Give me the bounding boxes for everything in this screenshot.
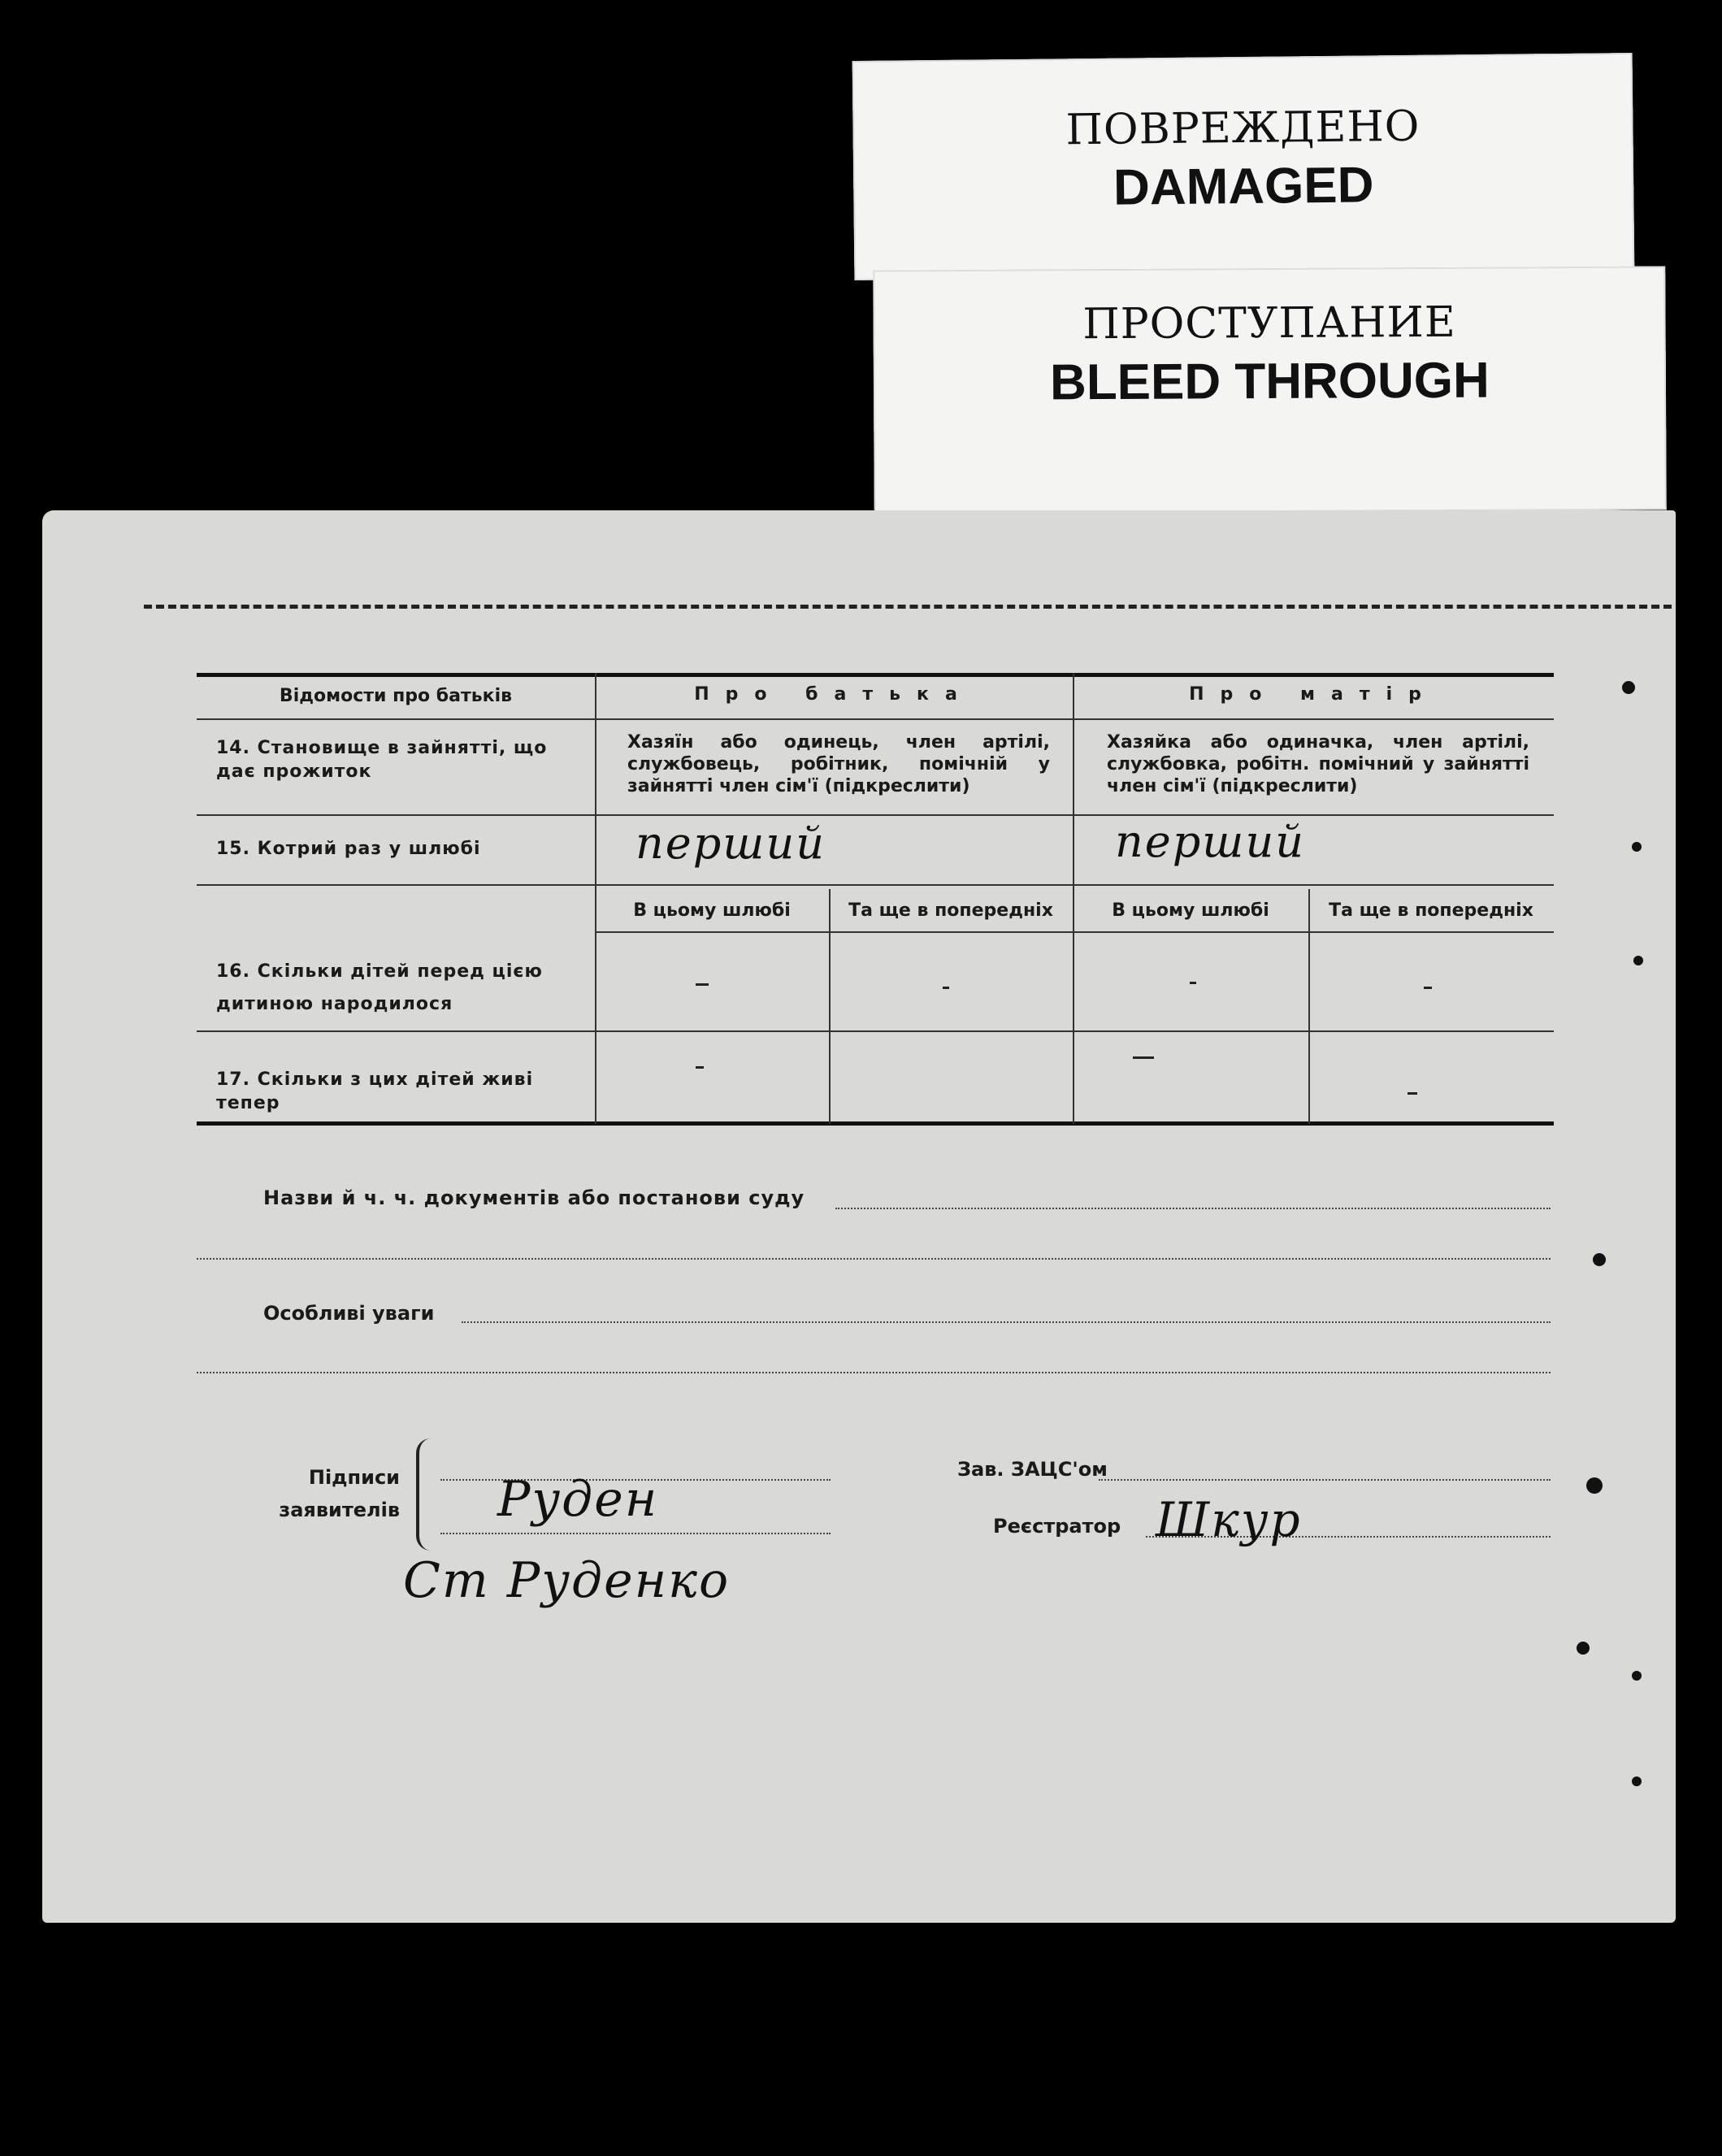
subheader-mother-prev: Та ще в попередніх	[1329, 900, 1533, 921]
bleed-en-text: BLEED THROUGH	[1049, 352, 1490, 411]
row15-father-value: перший	[635, 818, 826, 869]
damaged-sticker	[852, 53, 1635, 280]
document-sheet	[42, 510, 1676, 1923]
damage-hole	[1577, 1642, 1590, 1655]
row15-label: 15. Котрий раз у шлюбі	[216, 839, 481, 859]
row14-label: 14. Становище в зайнятті, що дає прожиток	[216, 738, 548, 782]
col-divider-4	[1308, 889, 1310, 1124]
damage-hole	[1632, 842, 1642, 852]
row16-label: 16. Скільки дітей перед цією дитиною народилося	[216, 961, 543, 1014]
row16-dash-1	[696, 983, 709, 986]
table-bottom-rule	[197, 1121, 1554, 1126]
damage-hole	[1593, 1253, 1606, 1266]
subheader-father-prev: Та ще в попередніх	[848, 900, 1053, 921]
table-top-rule	[197, 673, 1554, 677]
applicant-signature-1: Руден	[497, 1471, 659, 1528]
notes-line-1	[462, 1321, 1551, 1323]
documents-label: Назви й ч. ч. документів або постанови суду	[263, 1186, 805, 1209]
head-label: Зав. ЗАЦС'ом	[957, 1458, 1108, 1481]
row-line-15	[197, 884, 1554, 886]
registrar-signature: Шкур	[1156, 1492, 1302, 1547]
bleed-through-sticker	[873, 266, 1667, 514]
applicants-brace	[416, 1438, 439, 1551]
damage-hole	[1632, 1671, 1642, 1681]
row17-dash-3	[1408, 1092, 1417, 1095]
row-line-14	[197, 814, 1554, 816]
documents-line-1	[835, 1208, 1551, 1209]
damage-hole	[1622, 681, 1635, 694]
notes-label: Особливі уваги	[263, 1302, 435, 1325]
registrar-label: Реєстратор	[993, 1515, 1121, 1538]
col-divider-3	[829, 889, 831, 1124]
applicant-line-2	[440, 1533, 831, 1534]
row-line-16	[197, 1030, 1554, 1032]
notes-line-2	[197, 1372, 1551, 1373]
damage-hole	[1586, 1477, 1603, 1494]
perforation-line	[144, 605, 1672, 609]
damaged-en-text: DAMAGED	[1113, 157, 1374, 216]
head-line	[1099, 1479, 1551, 1481]
damage-hole	[1633, 956, 1643, 965]
subheader-father-this: В цьому шлюбі	[633, 900, 791, 921]
applicants-label-1: Підписи	[308, 1466, 400, 1489]
row16-dash-2	[943, 987, 949, 989]
row17-dash-2	[1133, 1056, 1154, 1059]
header-father: Про батька	[694, 684, 974, 705]
damaged-ru-text: ПОВРЕЖДЕНО	[1065, 102, 1421, 155]
row17-dash-1	[696, 1066, 704, 1069]
row14-mother-options: Хазяйка або одиначка, член артілі, службовка, робітн. помічний у зайнятті член сім'ї (підкреслити)	[1107, 732, 1529, 796]
header-parents: Відомости про батьків	[279, 686, 513, 706]
row17-label: 17. Скільки з цих дітей живі тепер	[216, 1069, 534, 1113]
row14-father-options: Хазяїн або одинець, член артілі, службовець, робітник, помічній у зайнятті член сім'ї (підкреслити)	[627, 732, 1050, 796]
applicants-label-2: заявителів	[279, 1499, 400, 1521]
applicant-signature-2: Ст Руденко	[403, 1552, 731, 1609]
bleed-ru-text: ПРОСТУПАНИЕ	[1082, 297, 1456, 349]
row16-dash-4	[1424, 987, 1432, 989]
row16-dash-3	[1190, 982, 1196, 984]
documents-line-2	[197, 1258, 1551, 1260]
row-line-subheader	[595, 931, 1554, 933]
row-line-header	[197, 718, 1554, 720]
header-mother: Про матір	[1189, 684, 1438, 705]
row15-mother-value: перший	[1115, 816, 1306, 867]
damage-hole	[1632, 1776, 1642, 1786]
subheader-mother-this: В цьому шлюбі	[1112, 900, 1269, 921]
